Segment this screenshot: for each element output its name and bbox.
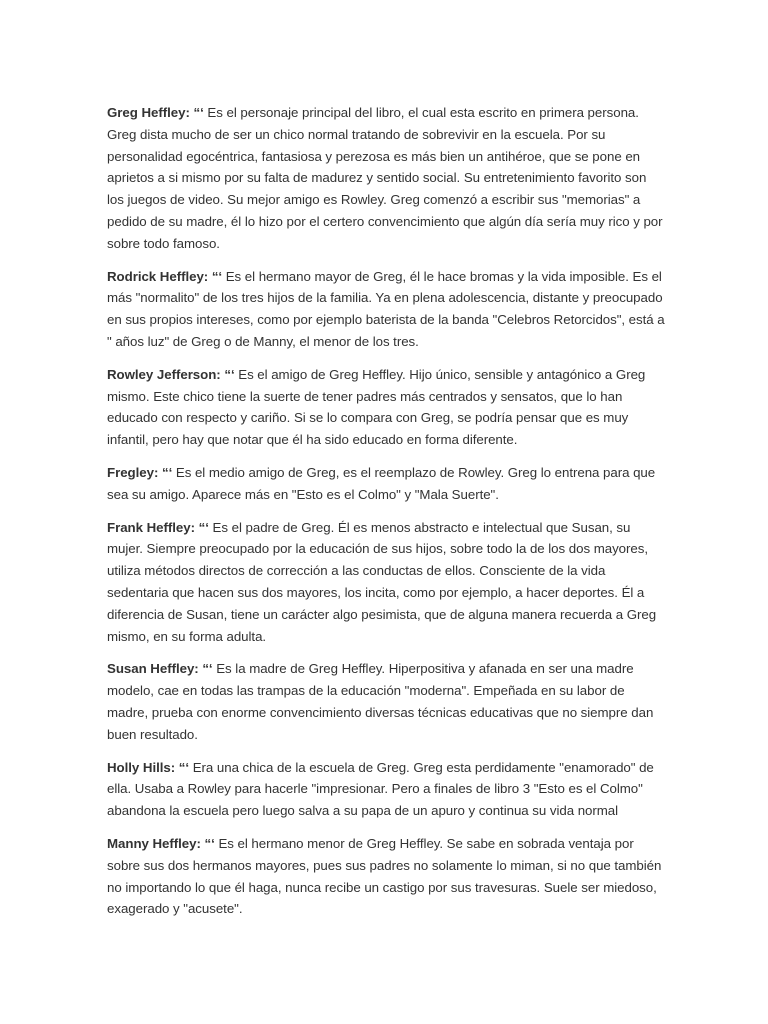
character-name: Fregley: (107, 464, 159, 480)
character-description: Es la madre de Greg Heffley. Hiperpositiva y afanada en ser una madre modelo, cae en todas las trampas de la educación "moderna". Empeñada en su labor de madre, prueba con enorme convencimiento diversas técnicas educativas que no siempre dan buen resultado. (107, 661, 654, 742)
character-entry-fregley (107, 462, 665, 506)
character-name: Susan Heffley: (107, 661, 199, 677)
character-entry-rowley (107, 364, 665, 451)
quote-mark: “‘ (193, 105, 204, 120)
character-description: Es el amigo de Greg Heffley. Hijo único, sensible y antagónico a Greg mismo. Este chico tiene la suerte de tener padres más centrados y sensatos, que lo han educado con respecto y cariño. Si se lo compara con Greg, se podría pensar que es muy infantil, pero hay que notar que él ha sido educado en forma diferente. (107, 366, 646, 448)
character-name: Greg Heffley: (107, 105, 190, 120)
quote-mark: “‘ (202, 661, 213, 677)
document-page (107, 102, 665, 931)
character-description: Es el personaje principal del libro, el cual esta escrito en primera persona. Greg dista mucho de ser un chico normal tratando de sobrevivir en la escuela. Por su personalidad egocéntrica, fantasiosa y perezosa es más bien un antihéroe, que se pone en aprietos a si mismo por su falta de madurez y sentido social. Su entretenimiento favorito son los juegos de video. Su mejor amigo es Rowley. Greg comenzó a escribir sus "memorias" a pedido de su madre, él lo hizo por el certero convencimiento que algún día sería muy rico y por sobre todo famoso. (107, 105, 663, 251)
character-description: Es el padre de Greg. Él es menos abstracto e intelectual que Susan, su mujer. Siempre preocupado por la educación de sus hijos, sobre todo la de los dos mayores, utiliza métodos directos de corrección a las conductas de ellos. Consciente de la vida sedentaria que hacen sus dos mayores, los incita, como por ejemplo, a hacer deportes. Él a diferencia de Susan, tiene un carácter algo pesimista, que de alguna manera recuerda a Greg mismo, en su forma adulta. (107, 519, 657, 644)
character-name: Rodrick Heffley: (107, 268, 209, 284)
character-entry-susan (107, 658, 665, 745)
character-entry-frank (107, 517, 665, 648)
character-name: Rowley Jefferson: (107, 366, 221, 382)
quote-mark: “‘ (198, 519, 209, 535)
quote-mark: “‘ (211, 268, 223, 284)
character-entry-greg (107, 102, 665, 255)
character-entry-manny (107, 833, 665, 920)
character-description: Es el medio amigo de Greg, es el reemplazo de Rowley. Greg lo entrena para que sea su amigo. Aparece más en "Esto es el Colmo" y "Mala Suerte". (107, 464, 656, 502)
character-name: Holly Hills: (107, 759, 176, 775)
character-entry-rodrick (107, 266, 665, 353)
character-description: Es el hermano mayor de Greg, él le hace bromas y la vida imposible. Es el más "normalito" de los tres hijos de la familia. Ya en plena adolescencia, distante y preocupado en sus propios intereses, como por ejemplo baterista de la banda "Celebros Retorcidos", está a " años luz" de Greg o de Manny, el menor de los tres. (107, 268, 665, 349)
character-entry-holly (107, 757, 665, 822)
quote-mark: “‘ (224, 366, 235, 382)
quote-mark: “‘ (204, 835, 215, 851)
character-description: Es el hermano menor de Greg Heffley. Se sabe en sobrada ventaja por sobre sus dos hermanos mayores, pues sus padres no solamente lo miman, si no que también no importando lo que él haga, nunca recibe un castigo por sus travesuras. Suele ser miedoso, exagerado y "acusete". (107, 835, 662, 917)
quote-mark: “‘ (178, 759, 190, 775)
quote-mark: “‘ (161, 464, 173, 480)
character-description: Era una chica de la escuela de Greg. Greg esta perdidamente "enamorado" de ella. Usaba a Rowley para hacerle "impresionar. Pero a finales de libro 3 "Esto es el Colmo" abandona la escuela pero luego salva a su papa de un apuro y continua su vida normal (107, 759, 654, 819)
character-name: Manny Heffley: (107, 835, 201, 851)
character-name: Frank Heffley: (107, 519, 195, 535)
